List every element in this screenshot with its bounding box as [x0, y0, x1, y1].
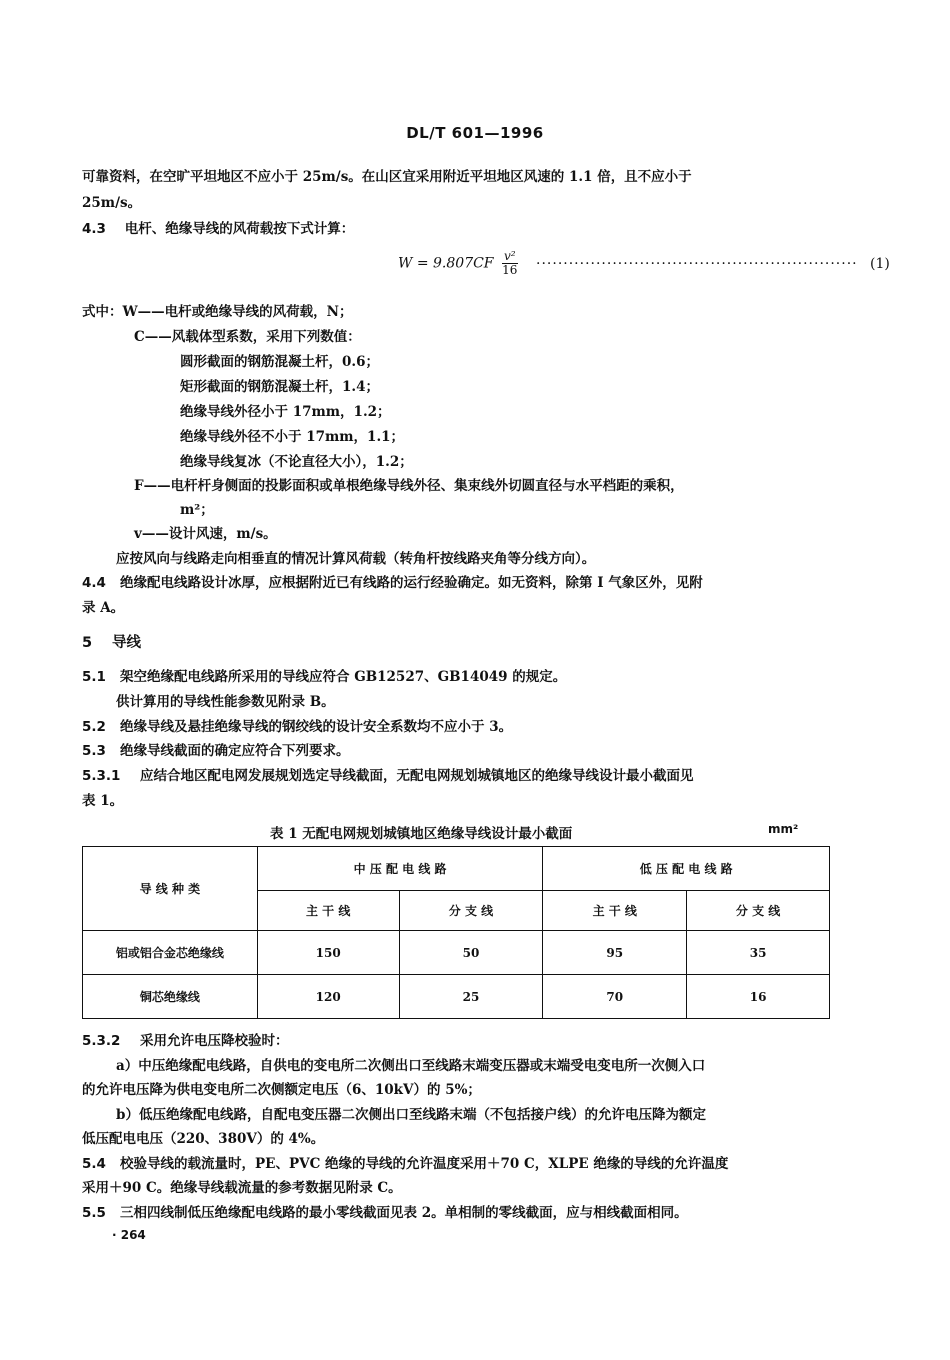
section-5-3-1 [82, 767, 694, 785]
definition-f [134, 477, 684, 495]
c-item: 矩形截面的钢筋混凝土杆，1.4； [180, 379, 379, 395]
definition-text: 电杆或绝缘导线的风荷载，N； [164, 304, 353, 320]
paragraph-line: 采用＋90 C。绝缘导线载流量的参考数据见附录 C。 [82, 1180, 402, 1196]
section-title: 导线 [112, 635, 141, 651]
definition-text: 风载体型系数，采用下列数值： [171, 329, 361, 345]
section-number: 5.5 [82, 1205, 106, 1221]
definition-text: 电杆杆身侧面的投影面积或单根绝缘导线外径、集束线外切圆直径与水平档距的乘积， [170, 478, 684, 494]
mv-main-header: 主 干 线 [257, 891, 399, 931]
table-1 [82, 846, 830, 1019]
paragraph-line: 低压配电电压（220、380V）的 4%。 [82, 1131, 325, 1147]
section-text: 架空绝缘配电线路所采用的导线应符合 GB12527、GB14049 的规定。 [120, 669, 567, 685]
cell-type: 铜芯绝缘线 [83, 975, 258, 1019]
paragraph-line: a）中压绝缘配电线路，自供电的变电所二次侧出口至线路末端变压器或末端受电变电所一次侧入口 [116, 1058, 706, 1074]
section-text: 三相四线制低压绝缘配电线路的最小零线截面见表 2。单相制的零线截面，应与相线截面相同。 [120, 1205, 688, 1221]
cell-lv-branch: 35 [687, 931, 830, 975]
definition-v [134, 525, 277, 543]
lv-header: 低 压 配 电 线 路 [543, 847, 830, 891]
c-item: 绝缘导线外径小于 17mm，1.2； [180, 404, 391, 420]
paragraph-line: b）低压绝缘配电线路，自配电变压器二次侧出口至线路末端（不包括接户线）的允许电压降为额定 [116, 1107, 706, 1123]
definition-w [82, 303, 353, 321]
table-caption-text: 表 1 无配电网规划城镇地区绝缘导线设计最小截面 [270, 826, 573, 842]
section-text: 校验导线的载流量时，PE、PVC 绝缘的导线的允许温度采用＋70 C，XLPE 绝缘的导线的允许温度 [120, 1156, 729, 1172]
table-row [83, 975, 830, 1019]
definition-c [134, 328, 361, 346]
definition-f-unit: m²； [180, 502, 214, 518]
section-number: 4.4 [82, 575, 106, 591]
section-5-4 [82, 1155, 728, 1173]
formula-number: (1) [870, 255, 890, 272]
section-5-3 [82, 742, 350, 760]
col-type-header: 导 线 种 类 [83, 847, 258, 931]
table-header-row [83, 847, 830, 891]
definition-label: F—— [134, 478, 171, 494]
section-5-3-2 [82, 1032, 289, 1050]
section-text: 应结合地区配电网发展规划选定导线截面，无配电网规划城镇地区的绝缘导线设计最小截面见 [140, 768, 694, 784]
section-number: 4.3 [82, 221, 106, 237]
section-number: 5.3 [82, 743, 106, 759]
formula-1 [398, 250, 890, 277]
section-4-3 [82, 220, 354, 238]
c-item: 圆形截面的钢筋混凝土杆，0.6； [180, 354, 379, 370]
formula-leader-dots: ··························································· [536, 255, 858, 272]
paragraph-line: 25m/s。 [82, 195, 142, 211]
section-5-5 [82, 1204, 688, 1222]
formula-denominator: 16 [502, 263, 518, 277]
section-number: 5.3.1 [82, 768, 121, 784]
lv-branch-header: 分 支 线 [687, 891, 830, 931]
section-number: 5.3.2 [82, 1033, 121, 1049]
paragraph-line: 可靠资料，在空旷平坦地区不应小于 25m/s。在山区宜采用附近平坦地区风速的 1.1 倍，且不应小于 [82, 169, 692, 185]
c-item: 绝缘导线复冰（不论直径大小），1.2； [180, 454, 413, 470]
cell-mv-main: 120 [257, 975, 399, 1019]
mv-branch-header: 分 支 线 [399, 891, 543, 931]
paragraph-line: 供计算用的导线性能参数见附录 B。 [116, 694, 335, 710]
table-row [83, 931, 830, 975]
section-number: 5 [82, 635, 93, 651]
cell-type: 铝或铝合金芯绝缘线 [83, 931, 258, 975]
table-unit: mm² [768, 822, 799, 836]
cell-lv-main: 70 [543, 975, 687, 1019]
definition-label: 式中：W—— [82, 304, 165, 320]
section-5-2 [82, 718, 512, 736]
formula-numerator: v² [503, 249, 516, 263]
formula-lhs: W = 9.807CF [398, 255, 494, 272]
paragraph-line: 录 A。 [82, 600, 125, 616]
section-text: 电杆、绝缘导线的风荷载按下式计算： [124, 221, 355, 237]
section-text: 绝缘导线截面的确定应符合下列要求。 [120, 743, 350, 759]
cell-mv-branch: 25 [399, 975, 543, 1019]
formula-fraction [502, 250, 518, 277]
lv-main-header: 主 干 线 [543, 891, 687, 931]
definition-text: 设计风速，m/s。 [168, 526, 277, 542]
section-5-heading [82, 634, 141, 652]
section-number: 5.2 [82, 719, 106, 735]
paragraph-line: 表 1。 [82, 793, 124, 809]
section-5-1 [82, 668, 566, 686]
cell-mv-main: 150 [257, 931, 399, 975]
section-text: 绝缘导线及悬挂绝缘导线的钢绞线的设计安全系数均不应小于 3。 [120, 719, 513, 735]
doc-code-header: DL/T 601—1996 [406, 124, 544, 142]
c-item: 绝缘导线外径不小于 17mm，1.1； [180, 429, 405, 445]
section-number: 5.1 [82, 669, 106, 685]
section-4-4 [82, 574, 703, 592]
cell-lv-branch: 16 [687, 975, 830, 1019]
definition-label: v—— [134, 526, 169, 542]
section-text: 采用允许电压降校验时： [140, 1033, 289, 1049]
paragraph-line: 的允许电压降为供电变电所二次侧额定电压（6、10kV）的 5%； [82, 1082, 481, 1098]
cell-mv-branch: 50 [399, 931, 543, 975]
section-number: 5.4 [82, 1156, 106, 1172]
definition-label: C—— [134, 329, 172, 345]
mv-header: 中 压 配 电 线 路 [257, 847, 543, 891]
wind-load-note: 应按风向与线路走向相垂直的情况计算风荷载（转角杆按线路夹角等分线方向）。 [116, 551, 596, 567]
cell-lv-main: 95 [543, 931, 687, 975]
section-text: 绝缘配电线路设计冰厚，应根据附近已有线路的运行经验确定。如无资料，除第 I 气象区外，见附 [120, 575, 703, 591]
page-number: · 264 [112, 1228, 146, 1242]
